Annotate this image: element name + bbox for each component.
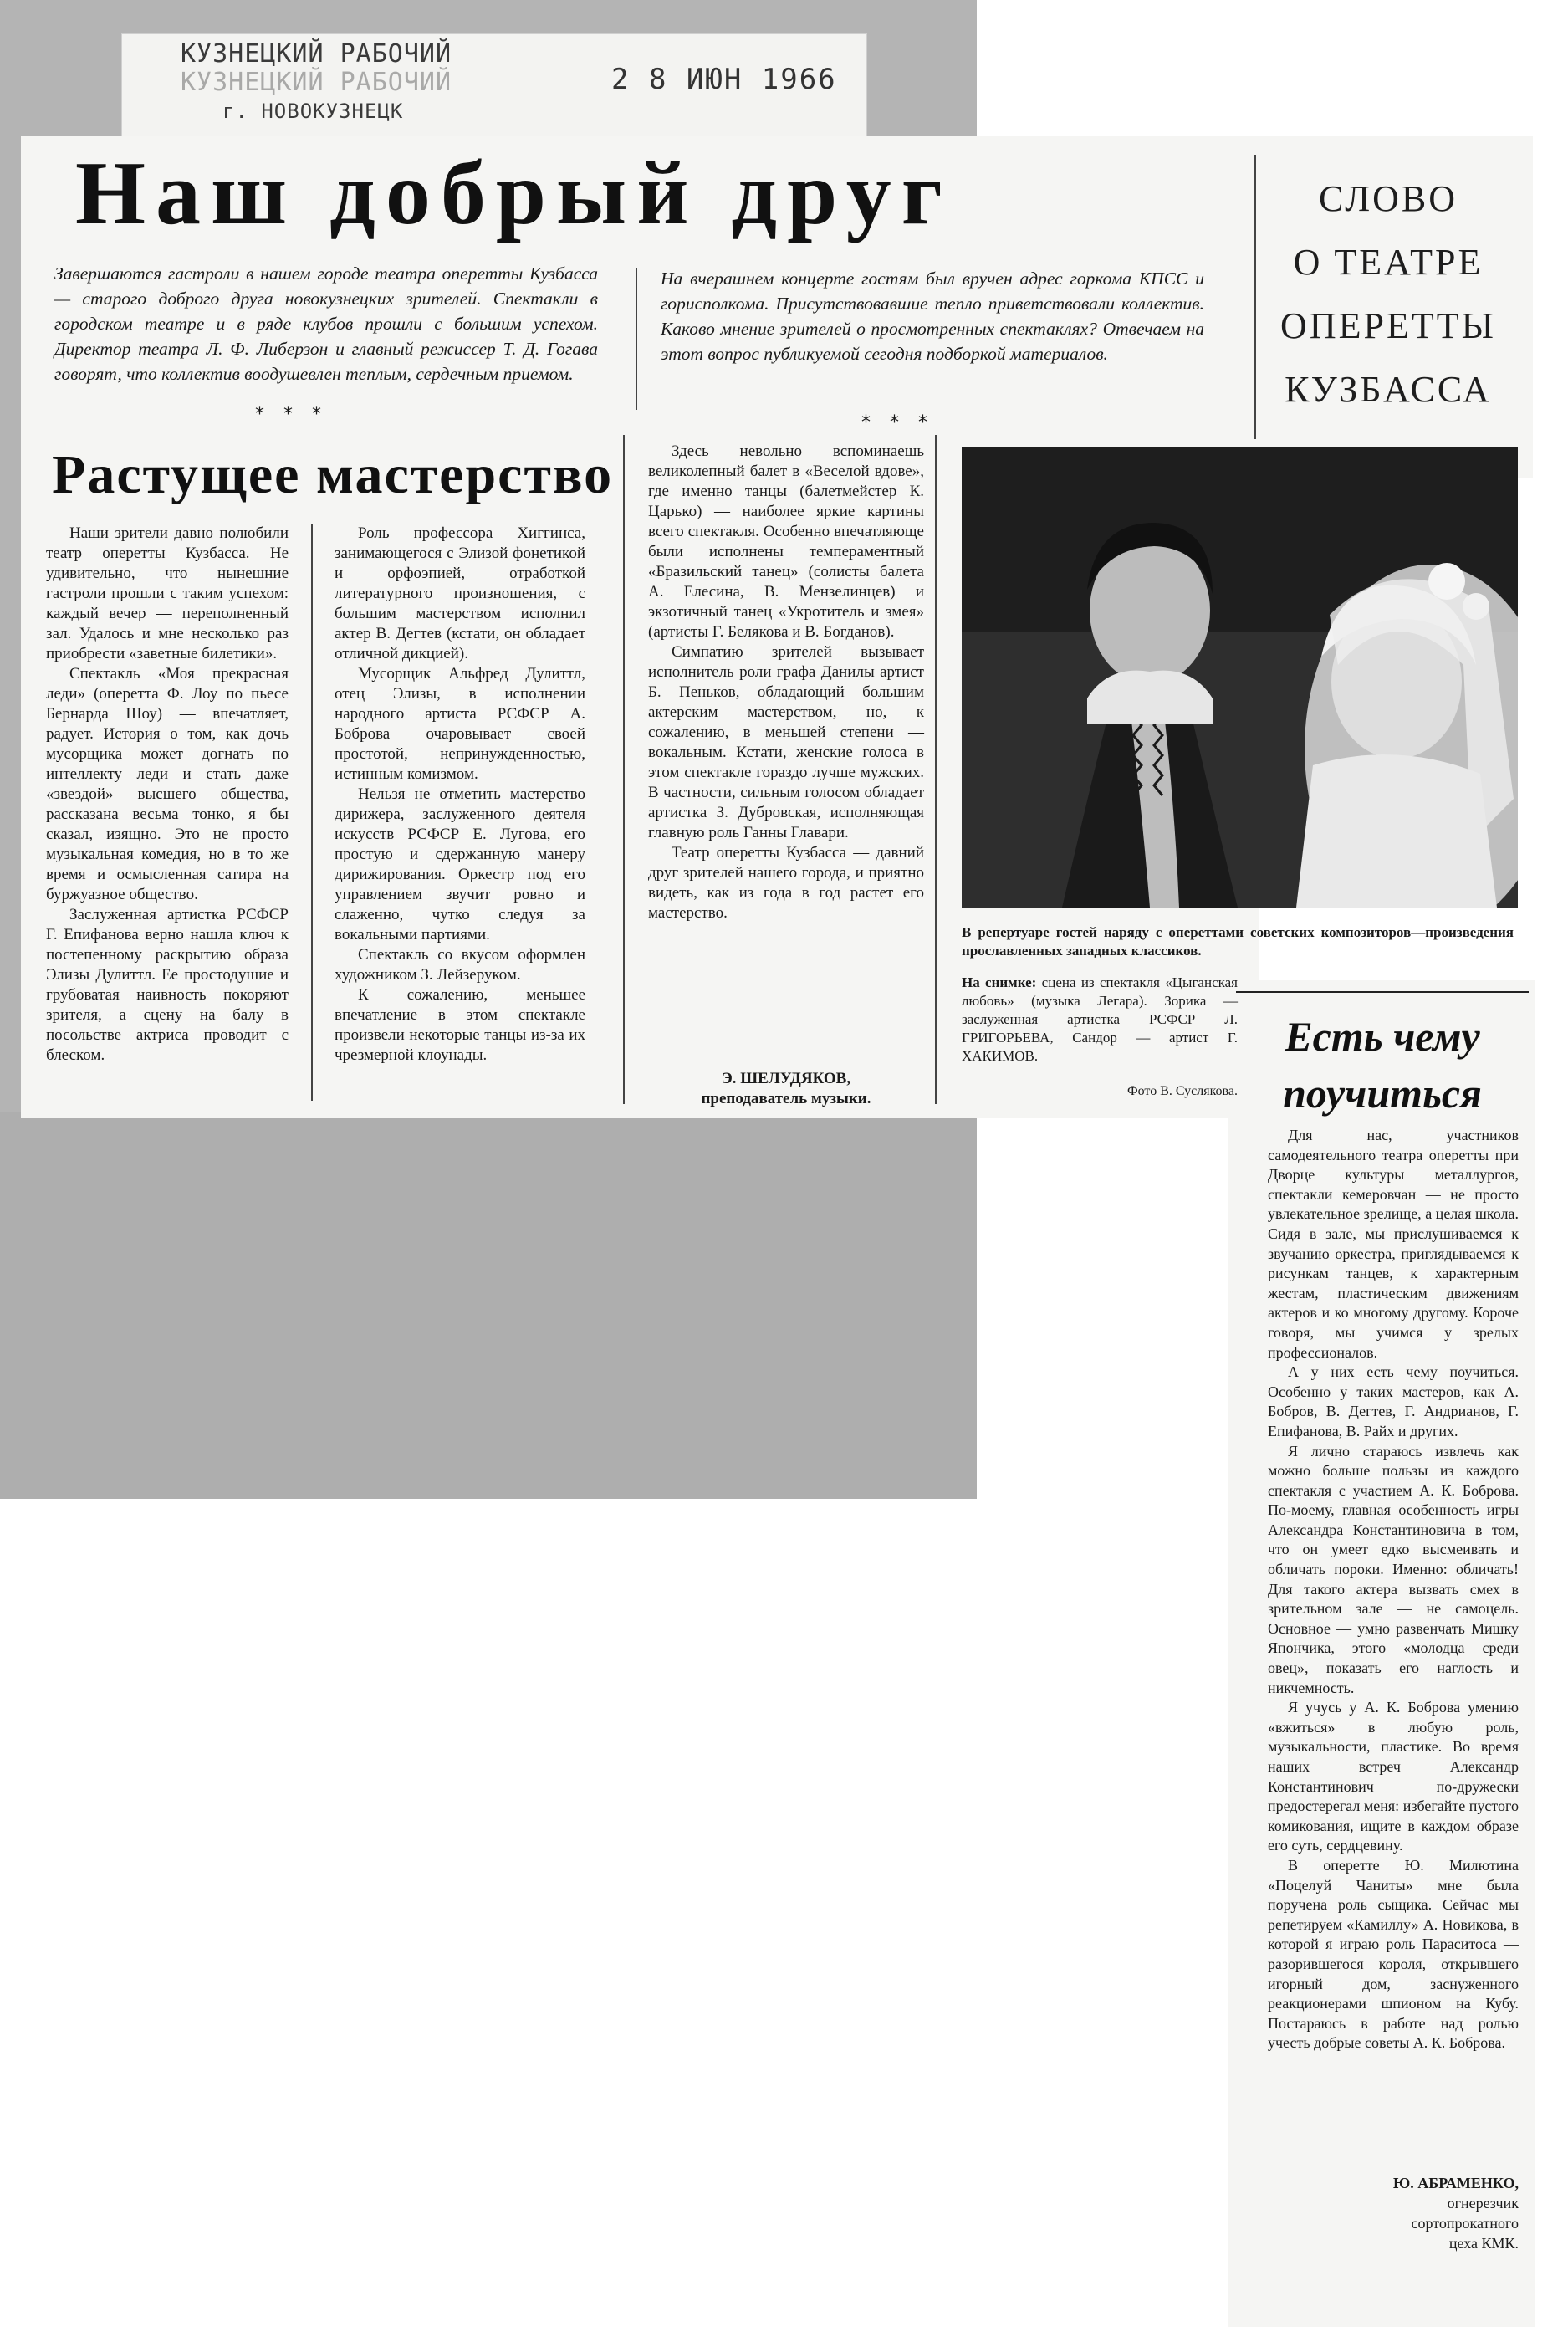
paragraph: Спектакль со вкусом оформлен художником З. Лейзеруком. (335, 946, 585, 984)
caption-lead: На снимке: (962, 974, 1037, 990)
photo-caption-main: В репертуаре гостей наряду с опереттами советских композиторов—произведения прославленных западных классиков. (962, 924, 1514, 959)
box-article-body (1268, 1126, 1519, 2053)
title-line: поучиться (1283, 1070, 1482, 1117)
rubric-line: СЛОВО (1319, 178, 1458, 219)
paragraph: Нельзя не отметить мастерство дирижера, заслуженного деятеля искусств РСФСР Е. Лугова, его простую и сдержанную манеру дирижирования. Оркестр под его управлением звучит ровно и слаженно, чутко следуя за вокальными партиями. (335, 785, 585, 943)
mount-board-lower (0, 1112, 977, 1499)
author-name: Ю. АБРАМЕНКО, (1393, 2175, 1519, 2191)
lead-paragraph-right: На вчерашнем концерте гостям был вручен адрес горкома КПСС и горисполкома. Присутствовавшие тепло приветствовали коллектив. Каково мнение зрителей о просмотренных спектаклях? Отвечаем на этот вопрос публикуемой сегодня подборкой материалов. (661, 268, 1204, 364)
section-stars: * * * (255, 404, 328, 425)
headline: Наш добрый друг (75, 144, 953, 243)
paragraph: Я лично стараюсь извлечь как можно больше пользы из каждого спектакля с участием А. К. Боброва. По-моему, главная особенность игры Александра Константиновича в том, что он умеет едко высмеивать и обличать пороки. Именно: обличать! Для такого актера вызвать смех в зрительном зале — не самоцель. Основное — умно развенчать Мишку Япончика, этого «молодца среди овец», показать его наглость и никчемность. (1268, 1442, 1519, 1696)
rubric-line: О ТЕАТРЕ (1293, 242, 1484, 283)
paragraph: Здесь невольно вспоминаешь великолепный балет в «Веселой вдове», где именно танцы (балетмейстер К. Царько) — наиболее яркие картины всего спектакля. Особенно впечатляюще были исполнены темпераментный «Бразильский танец» (солисты балета А. Елесина, В. Мензелинцев) и экзотичный танец «Укротитель и змея» (артисты Г. Белякова и В. Богданов). (648, 442, 924, 641)
paragraph: К сожалению, меньшее впечатление в этом спектакле произвели некоторые танцы из-за их чрезмерной клоунады. (335, 986, 585, 1064)
author-role: огнерезчик (1447, 2195, 1519, 2212)
article-column-3 (648, 442, 924, 923)
paragraph: Роль профессора Хиггинса, занимающегося с Элизой фонетикой и орфоэпией, отработкой литературного произношения, с большим мастерством исполнил актер В. Дегтев (кстати, он обладает отличной дикцией). (335, 524, 585, 662)
author-name: Э. ШЕЛУДЯКОВ, (721, 1070, 851, 1087)
paragraph: Симпатию зрителей вызывает исполнитель роли графа Данилы артист Б. Пеньков, обладающий большим актерским мастерством, но, к сожалению, в меньшей степени — вокальным. Кстати, женские голоса в этом спектакле гораздо лучше мужских. В частности, сильным голосом обладает артистка З. Дубровская, исполняющая главную роль Ганны Главари. (648, 643, 924, 841)
rubric-line: ОПЕРЕТТЫ (1280, 305, 1496, 346)
article-column-2 (335, 524, 585, 1066)
paragraph: Заслуженная артистка РСФСР Г. Епифанова верно нашла ключ к постепенному раскрытию образа Элизы Дулиттл. Ее простодушие и грубоватая наивность покоряют зрителя, а сцену на балу в посольстве актриса проводит с блеском. (46, 906, 289, 1064)
stamp-newspaper-name-ghost: КУЗНЕЦКИЙ РАБОЧИЙ (181, 68, 452, 97)
photo-credit: Фото В. Суслякова. (1126, 1084, 1238, 1098)
paragraph: Я учусь у А. К. Боброва умению «вжиться» в любую роль, музыкальности, пластике. Во время наших встреч Александр Константинович по-дружески предостерегал меня: избегайте пустого комикования, ищите в каждом образе его суть, сердцевину. (1268, 1699, 1519, 1854)
section-stars: * * * (861, 412, 934, 433)
article-title: Растущее мастерство (52, 444, 614, 505)
rubric-line: КУЗБАССА (1285, 369, 1492, 410)
paragraph: Для нас, участников самодеятельного театра оперетты при Дворце культуры металлургов, спектакли кемеровчан — не просто увлекательное зрелище, а целая школа. Сидя в зале, мы прислушиваемся к звучанию оркестра, приглядываемся к рисункам танцев, к характерным жестам, пластическим движениям актеров и ко многому другому. Короче говоря, мы учимся у зрелых профессионалов. (1268, 1127, 1519, 1361)
paragraph: А у них есть чему поучиться. Особенно у таких мастеров, как А. Бобров, В. Дегтев, Г. Андрианов, Г. Епифанова, В. Райх и других. (1268, 1363, 1519, 1439)
author-role: преподаватель музыки. (701, 1090, 871, 1107)
stage-photo-image (962, 447, 1518, 908)
author-role: сортопрокатного (1411, 2215, 1519, 2232)
lead-divider (636, 268, 637, 410)
stamp-newspaper-name: КУЗНЕЦКИЙ РАБОЧИЙ (181, 39, 452, 69)
article-signature (648, 1069, 924, 1109)
stamp-city: г. НОВОКУЗНЕЦК (222, 100, 404, 123)
box-article-title (1236, 1008, 1529, 1122)
newspaper-stamp (121, 33, 867, 137)
column-divider (311, 524, 313, 1101)
title-line: Есть чему (1285, 1013, 1480, 1060)
box-article-signature (1268, 2173, 1519, 2253)
article-column-1 (46, 524, 289, 1066)
paragraph: Театр оперетты Кузбасса — давний друг зрителей нашего города, и приятно видеть, как из года в год растет его мастерство. (648, 844, 924, 922)
lead-paragraph-left: Завершаются гастроли в нашем городе театра оперетты Кузбасса — старого доброго друга новокузнецких зрителей. Спектакли в городском театре и в ряде клубов прошли с большим успехом. Директор театра Л. Ф. Либерзон и главный режиссер Т. Д. Гогава говорят, что коллектив воодушевлен теплым, сердечным приемом. (54, 263, 598, 384)
photo-caption (962, 974, 1238, 1066)
author-role: цеха КМК. (1448, 2235, 1519, 2252)
column-divider (623, 435, 625, 1104)
paragraph: Мусорщик Альфред Дулиттл, отец Элизы, в исполнении народного артиста РСФСР А. Боброва очаровывает своей простотой, непринужденностью, истинным комизмом. (335, 665, 585, 783)
rubric (1254, 167, 1522, 422)
stage-photo (962, 447, 1518, 908)
paragraph: Спектакль «Моя прекрасная леди» (оперетта Ф. Лоу по пьесе Бернарда Шоу) — впечатляет, радует. История о том, как дочь мусорщика может догнать по интеллекту леди и стать даже «звездой» высшего общества, рассказана весьма тонко, я бы сказал, изящно. Это не просто музыкальная комедия, но в то же время и осмысленная сатира на буржуазное общество. (46, 665, 289, 903)
paragraph: В оперетте Ю. Милютина «Поцелуй Чаниты» мне была поручена роль сыщика. Сейчас мы репетируем «Камиллу» А. Новикова, в которой я играю роль Параситоса — разорившегося короля, открывшего игорный дом, заснуженного реакционерами шпионом на Кубу. Постараюсь в работе над ролью учесть добрые советы А. К. Боброва. (1268, 1856, 1519, 2052)
paragraph: Наши зрители давно полюбили театр оперетты Кузбасса. Не удивительно, что нынешние гастроли прошли с таким успехом: каждый вечер — переполненный зал. Удалось и мне несколько раз приобрести «заветные билетики». (46, 524, 289, 662)
column-divider (935, 435, 937, 1104)
stamp-date: 2 8 ИЮН 1966 (611, 63, 837, 96)
caption-text: сцена из спектакля «Цыганская любовь» (музыка Легара). Зорика — заслуженная артистка РСФСР Л. ГРИГОРЬЕВА, Сандор — артист Г. ХАКИМОВ. (962, 974, 1238, 1064)
box-rule-top (1236, 991, 1529, 993)
